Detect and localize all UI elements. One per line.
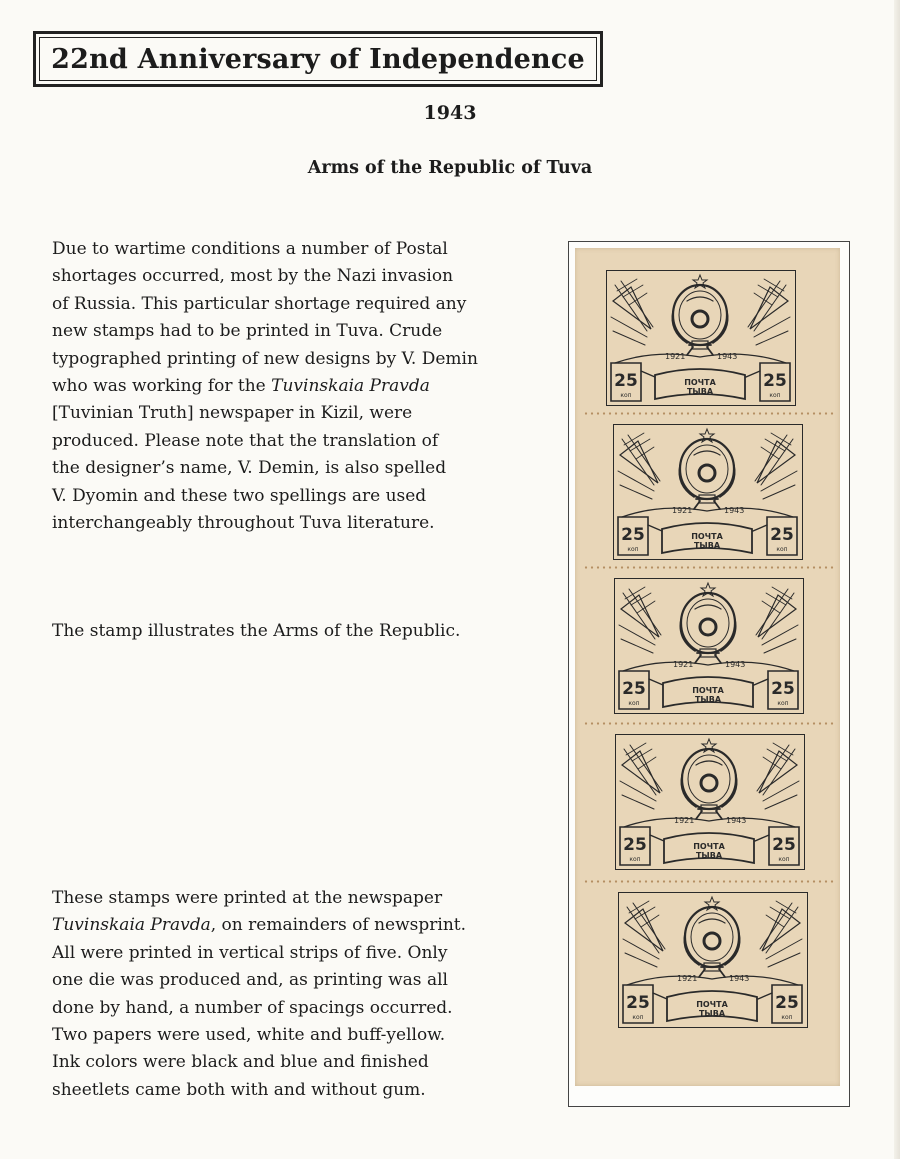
value-left: 25 (626, 993, 650, 1013)
value-left: 25 (614, 371, 638, 391)
right-banners-icon (755, 433, 797, 499)
left-banners-icon (618, 433, 660, 499)
year-left: 1921 (673, 660, 694, 669)
country-label: ТЫВА (686, 387, 714, 396)
text-line: shortages occurred, most by the Nazi invasion (52, 266, 454, 287)
paragraph-printing (52, 885, 522, 1104)
text-line: [Tuvinian Truth] newspaper in Kizil, were (52, 403, 413, 424)
coat-of-arms-icon (679, 429, 734, 509)
right-banners-icon (757, 743, 799, 809)
text-line: Ink colors were black and blue and finished (52, 1052, 429, 1073)
value-right: 25 (770, 525, 794, 545)
kop-right: коп (776, 546, 788, 553)
stamp-design (607, 271, 794, 404)
text-line: of Russia. This particular shortage required any (52, 293, 467, 314)
country-label: ТЫВА (694, 695, 722, 704)
newspaper-name: Tuvinskaia Pravda (52, 915, 211, 936)
value-left: 25 (621, 525, 645, 545)
kop-right: коп (769, 392, 781, 399)
coat-of-arms-icon (684, 897, 739, 977)
value-left: 25 (622, 679, 646, 699)
page-edge (894, 0, 900, 1159)
page-subtitle: Arms of the Republic of Tuva (307, 158, 593, 178)
perforation-row (583, 412, 834, 415)
stamp-design (619, 893, 806, 1026)
country-label: ТЫВА (695, 851, 723, 860)
value-right: 25 (771, 679, 795, 699)
stamp (614, 578, 804, 714)
stamp-design (616, 735, 803, 868)
kop-left: коп (629, 856, 641, 863)
text-line: The stamp illustrates the Arms of the Republic. (52, 621, 461, 641)
value-right: 25 (763, 371, 787, 391)
kop-left: коп (627, 546, 639, 553)
value-right: 25 (772, 835, 796, 855)
text-line: sheetlets came both with and without gum. (52, 1079, 426, 1100)
text-line: interchangeably throughout Tuva literature. (52, 513, 435, 534)
left-banners-icon (623, 901, 665, 967)
year-left: 1921 (665, 352, 686, 361)
left-banners-icon (619, 587, 661, 653)
stamp (618, 892, 808, 1028)
kop-left: коп (628, 700, 640, 707)
title-frame (33, 31, 603, 87)
coat-of-arms-icon (672, 275, 727, 355)
text-line (52, 912, 522, 939)
kop-right: коп (781, 1014, 793, 1021)
country-label: ТЫВА (698, 1009, 726, 1018)
text-line: the designer’s name, V. Demin, is also spelled (52, 458, 447, 479)
value-left: 25 (623, 835, 647, 855)
text-line: Two papers were used, white and buff-yellow. (52, 1025, 446, 1046)
left-banners-icon (611, 279, 653, 345)
value-right: 25 (775, 993, 799, 1013)
kop-right: коп (778, 856, 790, 863)
right-banners-icon (756, 587, 798, 653)
country-label: ТЫВА (693, 541, 721, 550)
stamp-strip (575, 248, 840, 1086)
perforation-row (583, 566, 834, 569)
year-right: 1943 (717, 352, 738, 361)
text-line: new stamps had to be printed in Tuva. Crude (52, 321, 443, 342)
postal-label: ПОЧТА (684, 378, 716, 387)
newspaper-name: Tuvinskaia Pravda (271, 376, 430, 397)
text-line: done by hand, a number of spacings occurred. (52, 997, 453, 1018)
text-line: Due to wartime conditions a number of Postal (52, 239, 448, 259)
text-line: All were printed in vertical strips of five. Only (52, 942, 448, 963)
text-line: typographed printing of new designs by V. Demin (52, 348, 478, 369)
year-right: 1943 (726, 816, 747, 825)
postal-label: ПОЧТА (691, 532, 723, 541)
left-banners-icon (620, 743, 662, 809)
perforation-row (583, 722, 834, 725)
page-title: 22nd Anniversary of Independence (39, 37, 597, 81)
right-banners-icon (760, 901, 802, 967)
text-run: , on remainders of newsprint. (210, 915, 467, 936)
text-line: These stamps were printed at the newspaper (52, 888, 443, 908)
perforation-row (583, 880, 834, 883)
text-line: V. Dyomin and these two spellings are used (52, 485, 427, 506)
stamp (606, 270, 796, 406)
postal-label: ПОЧТА (692, 686, 724, 695)
issue-year: 1943 (423, 102, 477, 124)
kop-right: коп (777, 700, 789, 707)
text-line: one die was produced and, as printing was all (52, 970, 448, 991)
paragraph-arms (52, 618, 522, 645)
text-line: produced. Please note that the translation of (52, 430, 439, 451)
kop-left: коп (632, 1014, 644, 1021)
year-right: 1943 (724, 506, 745, 515)
year-right: 1943 (725, 660, 746, 669)
year-left: 1921 (672, 506, 693, 515)
text-line (52, 373, 522, 400)
stamp-design (614, 425, 801, 558)
year-right: 1943 (729, 974, 750, 983)
year-left: 1921 (677, 974, 698, 983)
postal-label: ПОЧТА (696, 1000, 728, 1009)
coat-of-arms-icon (681, 739, 736, 819)
year-left: 1921 (674, 816, 695, 825)
coat-of-arms-icon (680, 583, 735, 663)
postal-label: ПОЧТА (693, 842, 725, 851)
kop-left: коп (620, 392, 632, 399)
stamp (615, 734, 805, 870)
stamp (613, 424, 803, 560)
stamp-design (615, 579, 802, 712)
text-run: who was working for the (52, 376, 272, 397)
right-banners-icon (748, 279, 790, 345)
paragraph-history (52, 236, 522, 537)
